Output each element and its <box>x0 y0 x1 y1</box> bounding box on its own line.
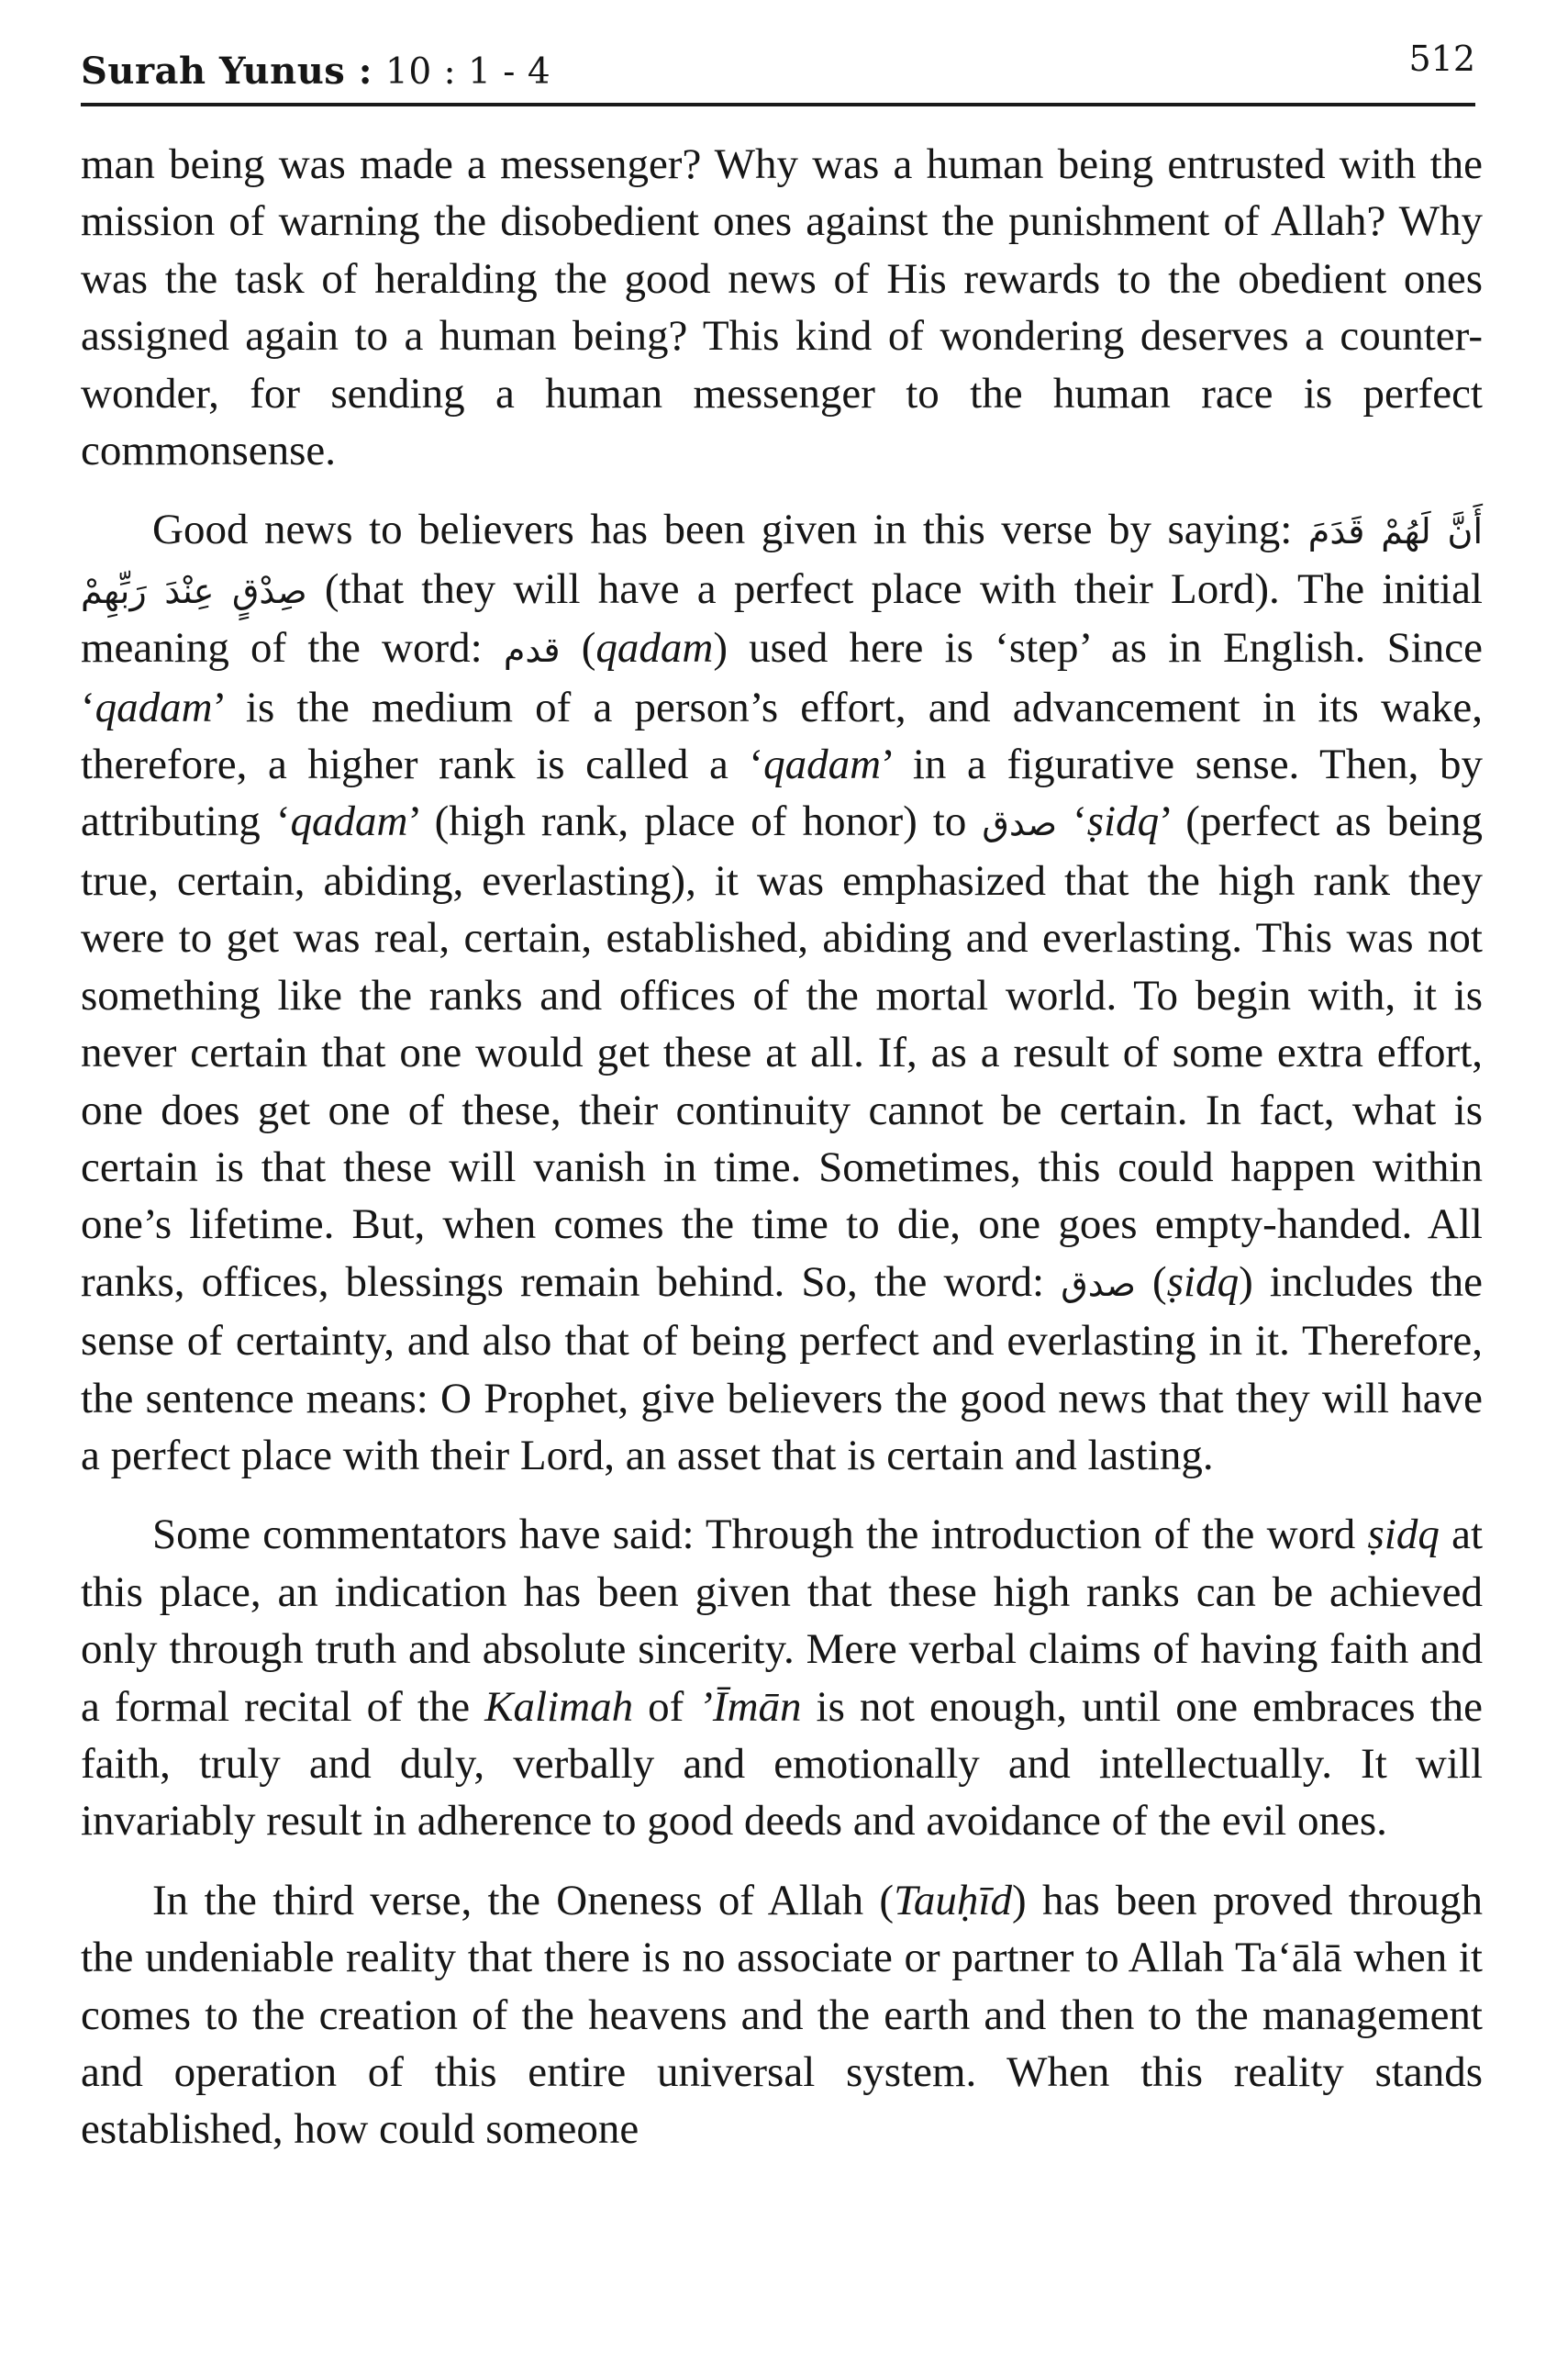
paragraph <box>81 501 1483 1484</box>
verse-reference: 10 : 1 - 4 <box>385 51 551 93</box>
text-run: In the third verse, the Oneness of Allah ( <box>152 1876 895 1924</box>
italic-term: ṣidq <box>1166 1257 1240 1306</box>
italic-term: Kalimah <box>484 1682 634 1731</box>
italic-term: ṣidq <box>1367 1511 1440 1559</box>
header-divider <box>81 103 1475 106</box>
italic-term: qadam <box>95 683 213 731</box>
italic-term: ’Īmān <box>698 1682 802 1731</box>
surah-title <box>81 50 550 93</box>
text-run: Good news to believers has been given in this verse by saying: <box>152 506 1308 554</box>
text-run: ‘ <box>1057 797 1087 846</box>
text-run: ) used here is ‘step’ as in English. Since ‘ <box>81 624 1483 731</box>
arabic-text: صدق <box>982 803 1058 844</box>
text-run: (that they will have a perfect place with their Lord). The initial meaning of the word: <box>81 564 1483 673</box>
paragraph <box>81 1506 1483 1849</box>
running-header <box>81 39 1475 110</box>
arabic-text: قدم <box>503 630 561 671</box>
text-run: ’ in a figurative sense. Then, by attributing ‘ <box>81 741 1483 846</box>
text-run: at this place, an indication has been given that these high ranks can be achieved only through truth and absolute sincerity. Mere verbal claims of having faith and a formal recital of the <box>81 1511 1483 1731</box>
italic-term: qadam <box>763 741 882 789</box>
text-run: is not enough, until one embraces the faith, truly and duly, verbally and emotionally and intellectually. It will invariably result in adherence to good deeds and avoidance of the evil ones. <box>81 1682 1483 1846</box>
paragraph <box>81 1872 1483 2158</box>
italic-term: qadam <box>595 624 714 673</box>
arabic-text: أَنَّ لَهُمْ قَدَمَ صِدْقٍ عِنْدَ رَبِّهِمْ <box>81 511 1484 611</box>
arabic-text: صدق <box>1061 1263 1136 1304</box>
text-run: man being was made a messenger? Why was a human being entrusted with the mission of warning the disobedient ones against the punishment of Allah? Why was the task of heralding the good news of His rewards to the obedient ones assigned again to a human being? This kind of wondering deserves a counter-wonder, for sending a human messenger to the human race is perfect commonsense. <box>81 140 1483 475</box>
page-number: 512 <box>1408 39 1475 79</box>
text-run: ) includes the sense of certainty, and also that of being perfect and everlasting in it. Therefore, the sentence means: O Prophet, give believers the good news that they will have a perfect place with their Lord, an asset that is certain and lasting. <box>81 1257 1484 1479</box>
text-run: ’ (perfect as being true, certain, abiding, everlasting), it was emphasized that the high rank they were to get was real, certain, established, abiding and everlasting. This was not something like the ranks and offices of the mortal world. To begin with, it is never certain that one would get these at all. If, as a result of some extra effort, one does get one of these, their continuity cannot be certain. In fact, what is certain is that these will vanish in time. Sometimes, this could happen within one’s lifetime. But, when comes the time to die, one goes empty-handed. All ranks, offices, blessings remain behind. So, the word: <box>81 797 1483 1306</box>
italic-term: ṣidq <box>1086 797 1160 846</box>
text-run: of <box>633 1682 699 1731</box>
italic-term: qadam <box>290 797 408 846</box>
paragraph <box>81 136 1483 479</box>
text-run: ( <box>1135 1257 1167 1306</box>
surah-name: Surah Yunus : <box>81 50 373 93</box>
text-run: ’ is the medium of a person’s effort, and advancement in its wake, therefore, a higher rank is called a ‘ <box>81 683 1483 789</box>
text-run: ’ (high rank, place of honor) to <box>407 797 983 846</box>
text-run: ( <box>560 624 596 673</box>
body-text <box>81 136 1483 2158</box>
italic-term: Tauḥīd <box>894 1876 1012 1924</box>
text-run: ) has been proved through the undeniable reality that there is no associate or partner to Allah Ta‘ālā when it comes to the creation of the heavens and the earth and then to the management and operation of this entire universal system. When this reality stands established, how could someone <box>81 1876 1484 2154</box>
text-run: Some commentators have said: Through the introduction of the word <box>152 1511 1368 1559</box>
